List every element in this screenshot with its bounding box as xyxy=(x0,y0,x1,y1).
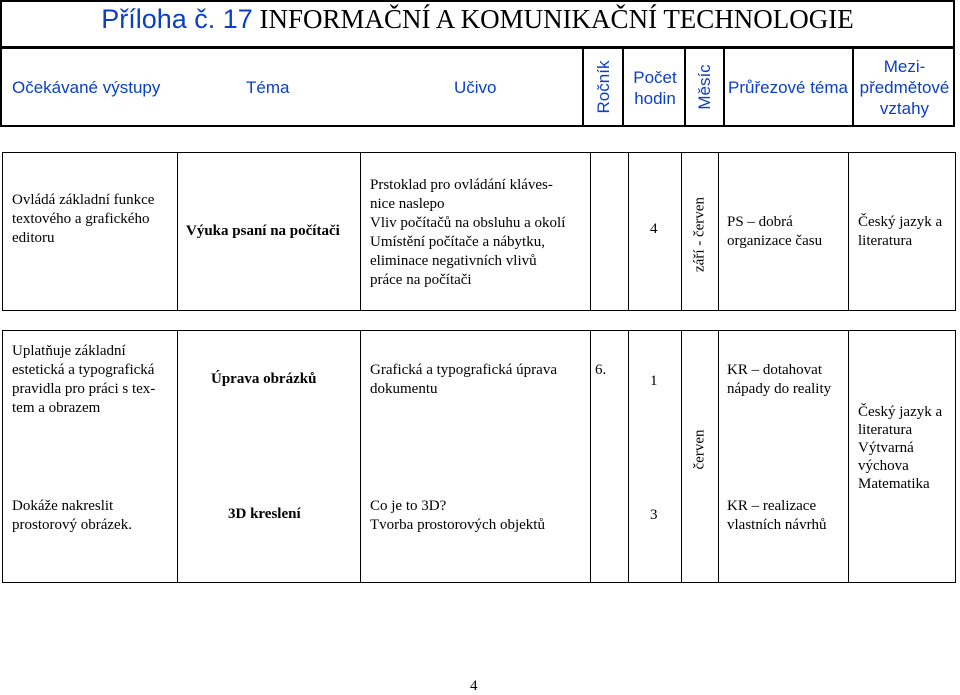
row1-content-5: eliminace negativních vlivů xyxy=(370,253,537,269)
row2-divider xyxy=(718,330,719,583)
header-cross-curricular: Průřezové téma xyxy=(728,78,848,97)
row1-divider xyxy=(360,152,361,311)
document-title xyxy=(0,4,955,35)
row3-content-1: Co je to 3D? xyxy=(370,498,447,514)
row2-content-1: Grafická a typografická úprava xyxy=(370,362,557,378)
row1-content-4: Umístění počítače a nábytku, xyxy=(370,234,545,250)
row1-outcome-2: textového a grafického xyxy=(12,211,150,227)
header-hours-1: Počet xyxy=(633,68,677,87)
row2-outcome-1: Uplatňuje základní xyxy=(12,343,126,359)
row2-divider xyxy=(848,330,849,583)
row2-outcome-2: estetická a typografická xyxy=(12,362,155,378)
row2-cross-1: KR – dotahovat xyxy=(727,362,822,378)
row3-cross-1: KR – realizace xyxy=(727,498,817,514)
row1-month: září - červen xyxy=(691,197,708,272)
header-inter-2: předmětové xyxy=(859,78,950,97)
header-topic: Téma xyxy=(246,78,290,97)
row2-inter-4: výchova xyxy=(858,458,909,474)
row1-content-6: práce na počítači xyxy=(370,272,472,288)
row1-inter-1: Český jazyk a xyxy=(858,214,943,230)
row2-cross-2: nápady do reality xyxy=(727,381,832,397)
header-curriculum: Učivo xyxy=(454,78,497,97)
row1-cross-2: organizace času xyxy=(727,233,823,249)
row2-divider xyxy=(628,330,629,583)
row1-divider xyxy=(628,152,629,311)
row3-outcome-2: prostorový obrázek. xyxy=(12,517,132,533)
row1-outcome-1: Ovládá základní funkce xyxy=(12,192,155,208)
row2-month: červen xyxy=(691,429,708,470)
row2-grade: 6. xyxy=(595,362,607,378)
row1-content-2: nice naslepo xyxy=(370,196,445,212)
row2-inter-3: Výtvarná xyxy=(858,440,914,456)
header-divider xyxy=(684,47,686,127)
row1-divider xyxy=(718,152,719,311)
header-divider xyxy=(723,47,725,127)
row1-divider xyxy=(681,152,682,311)
header-grade: Ročník xyxy=(594,60,613,114)
row2-outcome-3: pravidla pro práci s tex- xyxy=(12,381,156,397)
header-divider xyxy=(852,47,854,127)
row1-inter-2: literatura xyxy=(858,233,913,249)
row3-hours: 3 xyxy=(650,507,658,523)
row1-hours: 4 xyxy=(650,221,658,237)
row2-content-2: dokumentu xyxy=(370,381,438,397)
row2-divider xyxy=(681,330,682,583)
row1-divider xyxy=(848,152,849,311)
row1-content-3: Vliv počítačů na obsluhu a okolí xyxy=(370,215,566,231)
page-number: 4 xyxy=(470,678,478,694)
title-lead: Příloha č. 17 xyxy=(101,4,253,34)
row3-outcome-1: Dokáže nakreslit xyxy=(12,498,114,514)
row3-topic: 3D kreslení xyxy=(228,506,301,522)
header-month: Měsíc xyxy=(695,64,714,110)
header-hours-2: hodin xyxy=(634,89,676,108)
row2-divider xyxy=(177,330,178,583)
row1-divider xyxy=(590,152,591,311)
row2-divider xyxy=(590,330,591,583)
row2-topic: Úprava obrázků xyxy=(211,371,317,387)
header-divider xyxy=(582,47,584,127)
row1-topic: Výuka psaní na počítači xyxy=(186,223,340,239)
row1-divider xyxy=(177,152,178,311)
row1-cross-1: PS – dobrá xyxy=(727,214,793,230)
row2-hours: 1 xyxy=(650,373,658,389)
row2-inter-1: Český jazyk a xyxy=(858,404,943,420)
row2-divider xyxy=(360,330,361,583)
header-inter-1: Mezi- xyxy=(883,57,926,76)
row3-cross-2: vlastních návrhů xyxy=(727,517,827,533)
row1-content-1: Prstoklad pro ovládání kláves- xyxy=(370,177,553,193)
row1-outcome-3: editoru xyxy=(12,230,55,246)
header-outcomes: Očekávané výstupy xyxy=(12,78,161,97)
header-inter-3: vztahy xyxy=(879,99,930,118)
row2-inter-5: Matematika xyxy=(858,476,930,492)
row3-content-2: Tvorba prostorových objektů xyxy=(370,517,545,533)
title-rest: INFORMAČNÍ A KOMUNIKAČNÍ TECHNOLOGIE xyxy=(259,4,854,34)
row2-inter-2: literatura xyxy=(858,422,913,438)
header-divider xyxy=(622,47,624,127)
row2-outcome-4: tem a obrazem xyxy=(12,400,101,416)
